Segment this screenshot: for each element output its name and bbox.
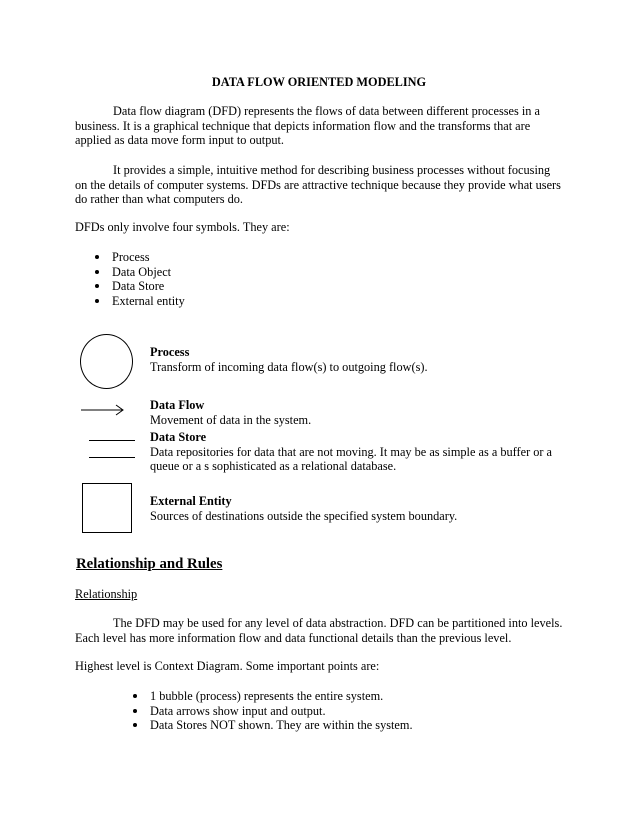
list-item: External entity xyxy=(92,294,185,309)
intro-paragraph-2 xyxy=(75,163,565,207)
external-entity-symbol-label xyxy=(150,494,560,523)
symbols-list xyxy=(92,250,185,308)
section-paragraph-1-text: The DFD may be used for any level of data abstraction. DFD can be partitioned into levels. Each level has more information flow and data functional details than the previous level. xyxy=(75,616,563,645)
process-symbol-label xyxy=(150,345,560,374)
section-paragraph-1 xyxy=(75,616,565,645)
data-flow-symbol-name: Data Flow xyxy=(150,398,205,412)
data-store-bottom-line xyxy=(89,457,135,458)
external-entity-symbol-name: External Entity xyxy=(150,494,232,508)
list-item: Data Object xyxy=(92,265,185,280)
data-store-top-line xyxy=(89,440,135,441)
list-item: Data Stores NOT shown. They are within the system. xyxy=(130,718,413,733)
list-item: 1 bubble (process) represents the entire system. xyxy=(130,689,413,704)
page-title: DATA FLOW ORIENTED MODELING xyxy=(211,75,427,89)
data-store-symbol-description: Data repositories for data that are not moving. It may be as simple as a buffer or a queue or a s sophisticated as a relational database. xyxy=(150,444,553,473)
list-item: Data Store xyxy=(92,279,185,294)
external-entity-symbol-description: Sources of destinations outside the specified system boundary. xyxy=(150,508,458,523)
data-flow-symbol-description: Movement of data in the system. xyxy=(150,412,312,427)
process-symbol-description: Transform of incoming data flow(s) to outgoing flow(s). xyxy=(150,359,428,374)
list-item: Process xyxy=(92,250,185,265)
section-heading: Relationship and Rules xyxy=(76,556,223,572)
section-subheading: Relationship xyxy=(75,587,138,601)
process-circle-symbol xyxy=(80,334,133,389)
external-entity-square-symbol xyxy=(82,483,132,533)
intro-paragraph-3: DFDs only involve four symbols. They are: xyxy=(75,220,290,234)
list-item: Data arrows show input and output. xyxy=(130,704,413,719)
process-symbol-name: Process xyxy=(150,345,190,359)
data-flow-symbol-label xyxy=(150,398,560,427)
intro-paragraph-1-text: Data flow diagram (DFD) represents the flows of data between different processes in a business. It is a graphical technique that depicts information flow and the transforms that are applied as data move form input to output. xyxy=(75,104,540,147)
section-paragraph-2: Highest level is Context Diagram. Some important points are: xyxy=(75,659,380,673)
data-store-symbol-name: Data Store xyxy=(150,430,207,444)
data-store-symbol-label xyxy=(150,430,560,474)
context-diagram-points-list xyxy=(130,689,413,733)
intro-paragraph-1 xyxy=(75,104,565,148)
intro-paragraph-2-text: It provides a simple, intuitive method for describing business processes without focusing on the details of computer systems. DFDs are attractive technique because they provide what users do rather than what computers do. xyxy=(75,163,561,206)
data-flow-arrow-symbol xyxy=(80,403,126,417)
